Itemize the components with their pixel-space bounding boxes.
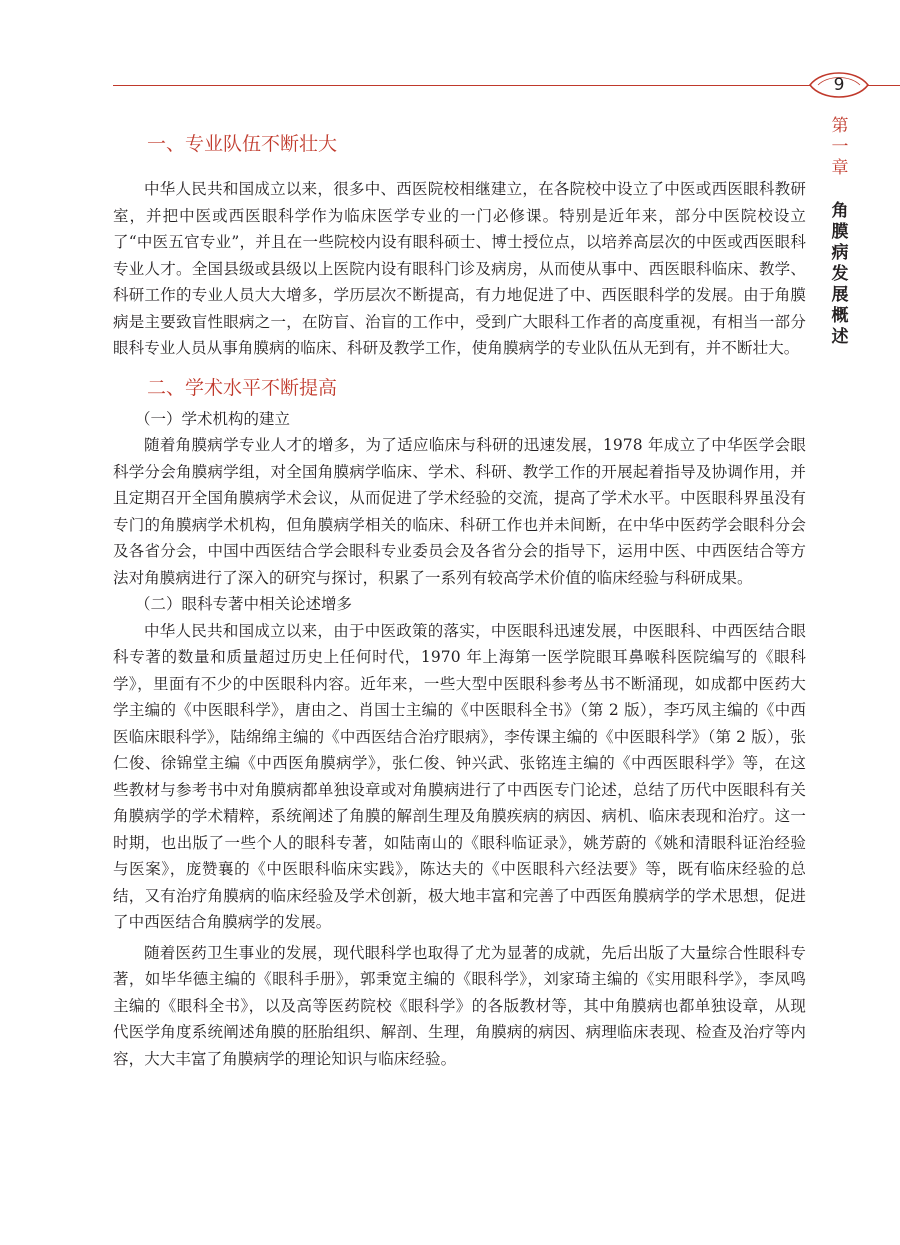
paragraph: 随着医药卫生事业的发展，现代眼科学也取得了尤为显著的成就，先后出版了大量综合性眼科专著，如毕华德主编的《眼科手册》，郭秉宽主编的《眼科学》，刘家琦主编的《实用眼科学》，李凤鸣主编的《眼科全书》，以及高等医药院校《眼科学》的各版教材等，其中角膜病也都单独设章，从现代医学角度系统阐述角膜的胚胎组织、解剖、生理，角膜病的病因、病理临床表现、检查及治疗等内容，大大丰富了角膜病学的理论知识与临床经验。: [113, 943, 806, 1068]
section-heading-2: 二、学术水平不断提高: [147, 376, 338, 399]
chapter-side-tab: [828, 116, 852, 348]
paragraph: 随着角膜病学专业人才的增多，为了适应临床与科研的迅速发展，1978 年成立了中华医学会眼科学分会角膜病学组，对全国角膜病学临床、学术、科研、教学工作的开展起着指导及协调作用，并且定期召开全国角膜病学术会议，从而促进了学术经验的交流，提高了学术水平。中医眼科界虽没有专门的角膜病学术机构，但角膜病学相关的临床、科研工作也并未间断，在中华中医药学会眼科分会及各省分会，中国中西医结合学会眼科专业委员会及各省分会的指导下，运用中医、中西医结合等方法对角膜病进行了深入的研究与探讨，积累了一系列有较高学术价值的临床经验与科研成果。: [113, 436, 806, 587]
paragraph: 中华人民共和国成立以来，很多中、西医院校相继建立，在各院校中设立了中医或西医眼科教研室，并把中医或西医眼科学作为临床医学专业的一门必修课。特别是近年来，部分中医院校设立了“中医五官专业”，并且在一些院校内设有眼科硕士、博士授位点，以培养高层次的中医或西医眼科专业人才。全国县级或县级以上医院内设有眼科门诊及病房，从而使从事中、西医眼科临床、教学、科研工作的专业人员大大增多，学历层次不断提高，有力地促进了中、西医眼科学的发展。由于角膜病是主要致盲性眼病之一，在防盲、治盲的工作中，受到广大眼科工作者的高度重视，有相当一部分眼科专业人员从事角膜病的临床、科研及教学工作，使角膜病学的专业队伍从无到有，并不断壮大。: [113, 180, 806, 357]
paragraph: 中华人民共和国成立以来，由于中医政策的落实，中医眼科迅速发展，中医眼科、中西医结合眼科专著的数量和质量超过历史上任何时代，1970 年上海第一医学院眼耳鼻喉科医院编写的《眼科学》，里面有不少的中医眼科内容。近年来，一些大型中医眼科参考丛书不断涌现，如成都中医药大学主编的《中医眼科学》，唐由之、肖国士主编的《中医眼科全书》（第 2 版），李巧凤主编的《中西医临床眼科学》，陆绵绵主编的《中西医结合治疗眼病》，李传课主编的《中医眼科学》（第 2 版），张仁俊、徐锦堂主编《中西医角膜病学》，张仁俊、钟兴武、张铭连主编的《中西医眼科学》等，在这些教材与参考书中对角膜病都单独设章或对角膜病进行了中西医专门论述，总结了历代中医眼科有关角膜病学的学术精粹，系统阐述了角膜的解剖生理及角膜疾病的病因、病机、临床表现和治疗。这一时期，也出版了一些个人的眼科专著，如陆南山的《眼科临证录》，姚芳蔚的《姚和清眼科证治经验与医案》，庞赞襄的《中医眼科临床实践》，陈达夫的《中医眼科六经法要》等，既有临床经验的总结，又有治疗角膜病的临床经验及学术创新，极大地丰富和完善了中西医角膜病学的学术思想，促进了中西医结合角膜病学的发展。: [113, 621, 806, 931]
page-number-badge: [808, 67, 870, 103]
section-heading-1: 一、专业队伍不断壮大: [147, 133, 338, 155]
subsection-heading-2: （二）眼科专著中相关论述增多: [135, 595, 353, 613]
page-number: 9: [833, 75, 845, 95]
chapter-label: 第 一 章: [831, 116, 849, 178]
page-body: [113, 128, 806, 1072]
subsection-heading-1: （一）学术机构的建立: [135, 409, 291, 428]
chapter-title: 角 膜 病 发 展 概 述: [831, 201, 849, 347]
header-rule: [113, 85, 900, 86]
